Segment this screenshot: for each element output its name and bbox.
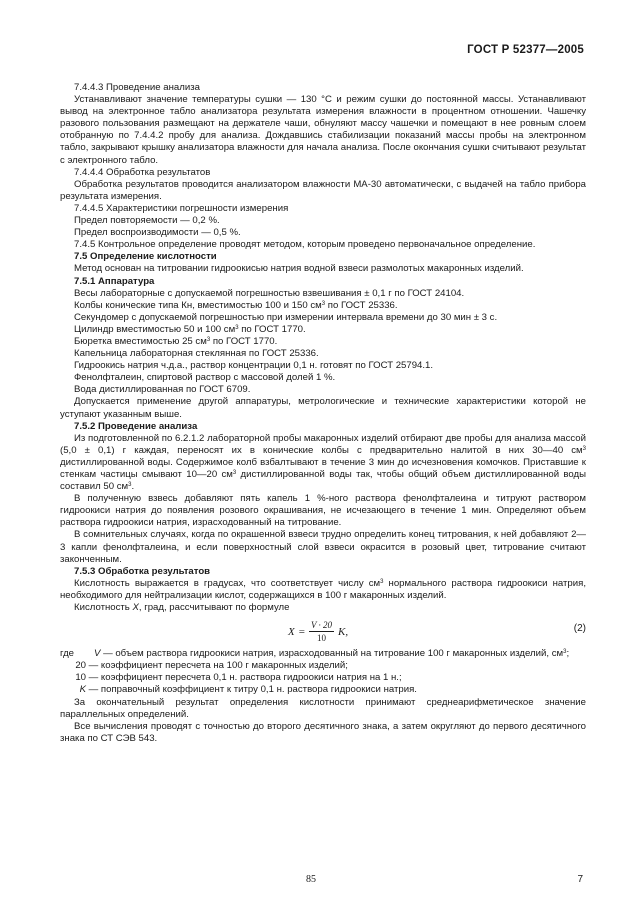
calculation-precision-text: Все вычисления проводят с точностью до второго десятичного знака, а затем округляют до первого десятичного знака по СТ СЭВ 543.	[60, 720, 586, 744]
section-752-title: 7.5.2 Проведение анализа	[74, 420, 198, 432]
legend-10: 10 — коэффициент пересчета 0,1 н. раствора гидроокиси натрия на 1 н.;	[75, 672, 402, 684]
final-result-text: За окончательный результат определения кислотности принимают среднеарифметическое значение параллельных определений.	[60, 696, 586, 720]
section-7444-title: 7.4.4.4 Обработка результатов	[74, 166, 211, 178]
section-75-title: 7.5 Определение кислотности	[74, 251, 217, 263]
section-752-text-1: Из подготовленной по 6.2.1.2 лабораторной пробы макаронных изделий отбирают две пробы для анализа массой (5,0 ± 0,1) г каждая, переносят их в конические колбы с предварительно налитой в них 30—40 $см^3$ дистиллированной воды. Содержимое колб взбалтывают в течение 3 мин до исчезновения комочков. Приставшие к стенкам частицы смывают 10—20 $см^3$ дистиллированной воды так, чтобы общий объем дистиллированной воды составил 50 $см^3$.	[60, 432, 586, 493]
formula-2	[60, 618, 586, 644]
document-body	[60, 82, 586, 745]
equipment-water: Вода дистиллированная по ГОСТ 6709.	[74, 384, 251, 396]
legend-20: 20 — коэффициент пересчета на 100 г макаронных изделий;	[75, 660, 348, 672]
section-7443-title: 7.4.4.3 Проведение анализа	[74, 82, 200, 93]
page-number: 7	[577, 874, 583, 885]
section-745-text: 7.4.5 Контрольное определение проводят методом, которым проведено первоначальное определение.	[74, 239, 536, 251]
equipment-scales: Весы лабораторные с допускаемой погрешностью взвешивания ± 0,1 г по ГОСТ 24104.	[74, 287, 465, 299]
acidity-formula	[288, 620, 348, 643]
legend-k: K — поправочный коэффициент к титру 0,1 н. раствора гидроокиси натрия.	[79, 684, 417, 696]
formula-fraction	[309, 620, 334, 643]
document-header: ГОСТ Р 52377—2005	[467, 44, 584, 56]
section-7445-title: 7.4.4.5 Характеристики погрешности измерения	[74, 202, 289, 214]
formula-number: (2)	[573, 623, 586, 635]
equipment-phenolphthalein: Фенолфталеин, спиртовой раствор с массовой долей 1 %.	[74, 372, 336, 384]
section-753-text-2: Кислотность X, град, рассчитывают по формуле	[74, 602, 290, 614]
formula-lhs: X	[288, 625, 295, 638]
section-7443-text: Устанавливают значение температуры сушки — 130 °С и режим сушки до постоянной массы. Устанавливают вывод на электронное табло анализатора результата измерения влажности в процентном отношении. Чашечку разового пользования размещают на держателе чаши, обнуляют массу чашечки и помещают в нее ровным слоем отобранную по 7.4.4.2 пробу для анализа. Дождавшись стабилизации показаний массы пробы на электронном табло, закрывают крышку анализатора влажности для начала анализа. После окончания сушки считывают результат с электронного табло.	[60, 94, 586, 166]
formula-equals: =	[298, 625, 305, 638]
formula-denominator: 10	[317, 633, 326, 644]
section-7444-text: Обработка результатов проводится анализатором влажности МА-30 автоматически, с выдачей на табло прибора результата измерения.	[60, 178, 586, 202]
repeatability-limit: Предел повторяемости — 0,2 %.	[74, 215, 220, 227]
where-label: где	[60, 648, 75, 660]
section-75-text: Метод основан на титровании гидроокисью натрия водной взвеси размолотых макаронных изделий.	[74, 263, 524, 275]
where-v: где V — объем раствора гидроокиси натрия, израсходованный на титрование 100 г макаронных изделий, $см^3$;	[60, 648, 570, 660]
equipment-flasks: Колбы конические типа Кн, вместимостью 100 и 150 $см^3$ по ГОСТ 25336.	[74, 299, 398, 311]
section-753-title: 7.5.3 Обработка результатов	[74, 565, 211, 577]
formula-rhs: K,	[338, 625, 349, 638]
formula-numerator: V · 20	[310, 620, 333, 631]
sheet-number: 85	[306, 874, 316, 885]
equipment-dropper: Капельница лабораторная стеклянная по ГОСТ 25336.	[74, 348, 319, 360]
equipment-cylinder: Цилиндр вместимостью 50 и 100 $см^3$ по ГОСТ 1770.	[74, 323, 306, 335]
section-752-text-2: В полученную взвесь добавляют пять капель 1 %-ного раствора фенолфталеина и титруют раствором гидроокиси натрия до появления розового окрашивания, не исчезающего в течение 1 мин. Определяют объем раствора гидроокиси натрия, израсходованный на титрование.	[60, 493, 586, 529]
equipment-burette: Бюретка вместимостью 25 $см^3$ по ГОСТ 1770.	[74, 335, 278, 347]
reproducibility-limit: Предел воспроизводимости — 0,5 %.	[74, 227, 241, 239]
section-752-text-3: В сомнительных случаях, когда по окрашенной взвеси трудно определить конец титрования, к ней добавляют 2—3 капли фенолфталеина, и если поверхностный слой взвеси окрасится в розовый цвет, титрование считают законченным.	[60, 529, 586, 565]
equipment-naoh: Гидроокись натрия ч.д.а., раствор концентрации 0,1 н. готовят по ГОСТ 25794.1.	[74, 360, 434, 372]
equipment-stopwatch: Секундомер с допускаемой погрешностью при измерении интервала времени до 30 мин ± 3 с.	[74, 311, 498, 323]
equipment-allowed: Допускается применение другой аппаратуры, метрологические и технические характеристики которой не уступают указанным выше.	[60, 396, 586, 420]
section-753-text-1: Кислотность выражается в градусах, что соответствует числу $см^3$ нормального раствора гидроокиси натрия, необходимого для нейтрализации кислот, содержащихся в 100 г макаронных изделий.	[60, 577, 586, 601]
section-751-title: 7.5.1 Аппаратура	[74, 275, 155, 287]
